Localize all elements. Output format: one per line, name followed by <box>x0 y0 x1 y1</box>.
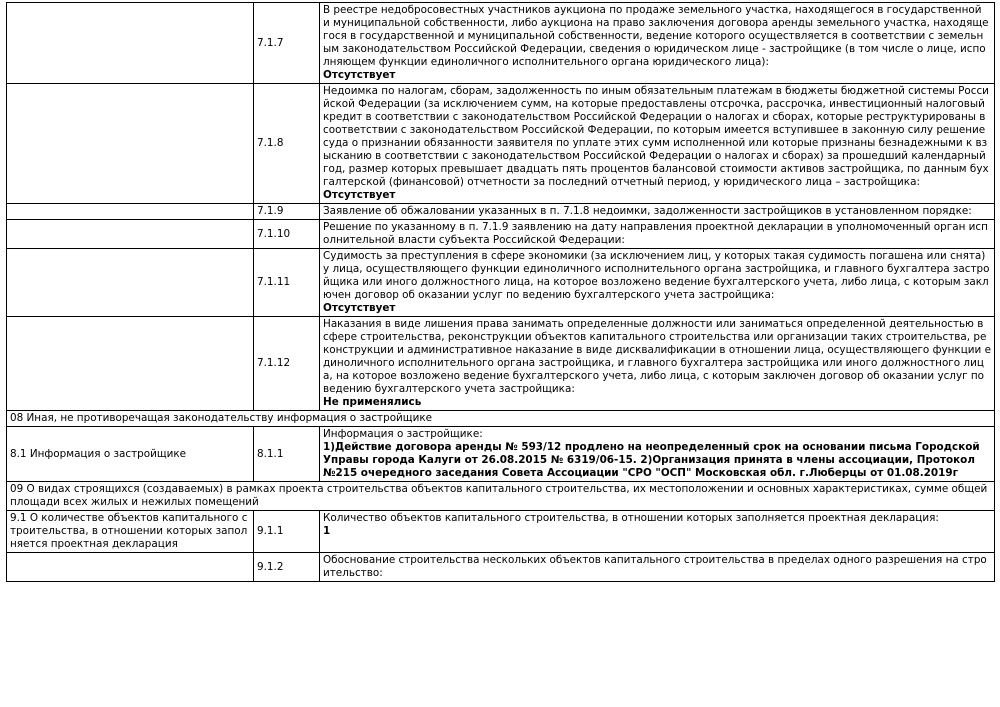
item-content-cell <box>320 317 995 411</box>
item-content-cell <box>320 511 995 553</box>
table-row <box>7 204 995 220</box>
item-text: В реестре недобросовестных участников аукциона по продаже земельного участка, находящегося в государственной и муниципальной собственности, либо аукциона на право заключения договора аренды земельного участка, находящегося в государственной и муниципальной собственности, ведение которого осуществляется в соответствии с земельным законодательством Российской Федерации, сведения о юридическом лице - застройщике (в том числе о лице, исполняющем функции единоличного исполнительного органа юридического лица): <box>323 4 989 68</box>
item-number-cell: 8.1.1 <box>254 427 320 482</box>
item-number-cell: 7.1.8 <box>254 84 320 204</box>
table-row <box>7 249 995 317</box>
table-row <box>7 84 995 204</box>
item-value: 1 <box>323 525 331 537</box>
item-text: Наказания в виде лишения права занимать определенные должности или заниматься определенной деятельностью в сфере строительства, реконструкции объектов капитального строительства или организации таких строительства, реконструкции и административное наказание в виде дисквалификации в отношении лица, осуществляющего функции единоличного исполнительного органа застройщика, и главного бухгалтера застройщика или иного должностного лица, на которое возложено ведение бухгалтерского учета, либо лица, с которым заключен договор об оказании услуг по ведению бухгалтерского учета застройщика: <box>323 318 991 395</box>
group-label-cell: 8.1 Информация о застройщике <box>7 427 254 482</box>
item-number-cell: 7.1.10 <box>254 220 320 249</box>
section-row <box>7 411 995 427</box>
item-number-cell: 7.1.7 <box>254 3 320 84</box>
group-label-cell <box>7 84 254 204</box>
declaration-table <box>6 2 995 582</box>
item-text: Количество объектов капитального строительства, в отношении которых заполняется проектная декларация: <box>323 512 939 524</box>
item-value: 1)Действие договора аренды № 593/12 продлено на неопределенный срок на основании письма Городской Управы города Калуги от 26.08.2015 № 6319/06-15. 2)Организация принята в члены ассоциации, Протокол №215 очередного заседания Совета Ассоциации "СРО "ОСП" Московская обл. г.Люберцы от 01.08.2019г <box>323 441 980 479</box>
declaration-table-body <box>7 3 995 582</box>
item-value: Отсутствует <box>323 302 396 314</box>
item-number-cell: 7.1.11 <box>254 249 320 317</box>
table-row <box>7 3 995 84</box>
item-content-cell <box>320 249 995 317</box>
group-label-cell: 9.1 О количестве объектов капитального строительства, в отношении которых заполняется проектная декларация <box>7 511 254 553</box>
table-row <box>7 511 995 553</box>
item-text: Решение по указанному в п. 7.1.9 заявлению на дату направления проектной декларации в уполномоченный орган исполнительной власти субъекта Российской Федерации: <box>323 221 988 246</box>
item-content-cell <box>320 220 995 249</box>
item-text: Заявление об обжаловании указанных в п. 7.1.8 недоимки, задолженности застройщиков в установленном порядке: <box>323 205 972 217</box>
item-text: Судимость за преступления в сфере экономики (за исключением лиц, у которых такая судимость погашена или снята) у лица, осуществляющего функции единоличного исполнительного органа застройщика, и главного бухгалтера застройщика или иного должностного лица, на которое возложено ведение бухгалтерского учета, либо лица, с которым заключен договор об оказании услуг по ведению бухгалтерского учета застройщика: <box>323 250 990 301</box>
item-text: Обоснование строительства нескольких объектов капитального строительства в пределах одного разрешения на строительство: <box>323 554 987 579</box>
item-number-cell: 7.1.9 <box>254 204 320 220</box>
item-text: Информация о застройщике: <box>323 428 483 440</box>
group-label-cell <box>7 317 254 411</box>
group-label-cell <box>7 553 254 582</box>
group-label-cell <box>7 220 254 249</box>
item-text: Недоимка по налогам, сборам, задолженность по иным обязательным платежам в бюджеты бюджетной системы Российской Федерации (за исключением сумм, на которые предоставлены отсрочка, рассрочка, инвестиционный налоговый кредит в соответствии с законодательством Российской Федерации о налогах и сборах, которые реструктурированы в соответствии с законодательством Российской Федерации, по которым имеется вступившее в законную силу решение суда о признании обязанности заявителя по уплате этих сумм исполненной или которые признаны безнадежными к взысканию в соответствии с законодательством Российской Федерации о налогах и сборах) за прошедший календарный год, размер которых превышает двадцать пять процентов балансовой стоимости активов застройщика, по данным бухгалтерской (финансовой) отчетности за последний отчетный период, у юридического лица – застройщика: <box>323 85 989 188</box>
item-number-cell: 9.1.2 <box>254 553 320 582</box>
item-content-cell <box>320 427 995 482</box>
table-row <box>7 427 995 482</box>
item-content-cell <box>320 84 995 204</box>
table-row <box>7 553 995 582</box>
section-heading: 08 Иная, не противоречащая законодательству информация о застройщике <box>7 411 995 427</box>
group-label-cell <box>7 204 254 220</box>
section-row <box>7 482 995 511</box>
group-label-cell <box>7 3 254 84</box>
item-content-cell <box>320 204 995 220</box>
item-content-cell <box>320 553 995 582</box>
item-value: Отсутствует <box>323 69 396 81</box>
table-row <box>7 220 995 249</box>
section-heading: 09 О видах строящихся (создаваемых) в рамках проекта строительства объектов капитального строительства, их местоположении и основных характеристиках, сумме общей площади всех жилых и нежилых помещений <box>7 482 995 511</box>
item-number-cell: 7.1.12 <box>254 317 320 411</box>
table-row <box>7 317 995 411</box>
item-content-cell <box>320 3 995 84</box>
group-label-cell <box>7 249 254 317</box>
item-value: Не применялись <box>323 396 422 408</box>
item-value: Отсутствует <box>323 189 396 201</box>
item-number-cell: 9.1.1 <box>254 511 320 553</box>
